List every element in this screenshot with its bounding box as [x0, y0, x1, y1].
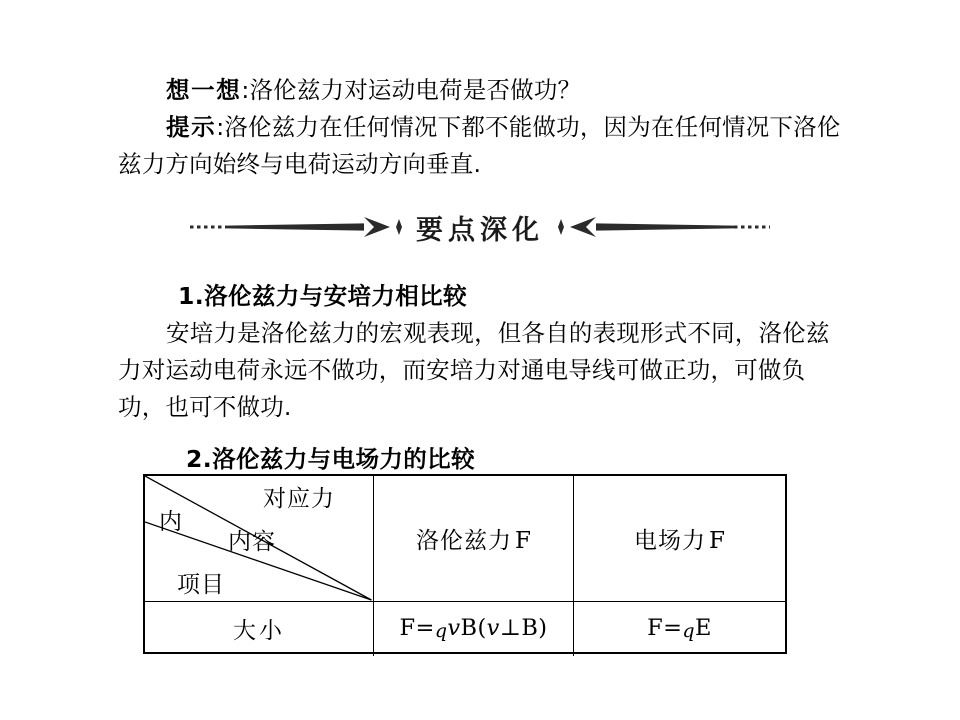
table-corner-cell	[145, 476, 374, 601]
corner-label-bottom: 项目	[177, 572, 225, 598]
question-lead-label: 想一想	[166, 76, 242, 104]
table-cell-lorentz-formula	[374, 602, 574, 656]
section-header	[0, 200, 960, 254]
point-1-body-text: 安培力是洛伦兹力的宏观表现，但各自的表现形式不同，洛伦兹力对运动电荷永远不做功，而安培力对通电导线可做正功，可做负功，也可不做功.	[118, 319, 830, 421]
corner-label-middle: 内容	[228, 529, 276, 555]
lorentz-formula-perp-icon: ⊥	[499, 615, 522, 642]
question-separator: :	[241, 76, 250, 104]
table-header-row	[145, 476, 785, 601]
point-1-body	[118, 315, 844, 426]
electric-formula-e: E	[695, 615, 712, 642]
point-1-heading: 1.洛伦兹力与安培力相比较	[178, 282, 467, 310]
lorentz-formula-b-close: B)	[521, 615, 548, 642]
question-text: 洛伦兹力对运动电荷是否做功？	[249, 76, 582, 104]
corner-label-side: 内	[159, 509, 183, 535]
column-header-electric-symbol: F	[709, 528, 725, 554]
column-header-lorentz-symbol: F	[515, 528, 531, 554]
lorentz-force-formula	[400, 615, 548, 642]
left-decoration-rule-icon	[188, 213, 406, 241]
right-decoration-rule-icon	[554, 213, 772, 241]
column-header-electric-text	[634, 522, 725, 555]
lorentz-formula-v: v	[447, 615, 461, 642]
point-2-heading: 2.洛伦兹力与电场力的比较	[186, 445, 475, 473]
lorentz-formula-lhs: F=	[399, 615, 435, 642]
row-label-magnitude: 大小	[233, 618, 285, 645]
table-column-header-lorentz	[374, 476, 574, 601]
table-column-header-electric	[574, 476, 785, 601]
answer-separator: :	[216, 113, 225, 141]
table-cell-electric-formula	[574, 602, 785, 656]
question-line	[118, 72, 842, 109]
section-title: 要点深化	[416, 214, 544, 246]
answer-text: 洛伦兹力在任何情况下都不能做功，因为在任何情况下洛伦兹力方向始终与电荷运动方向垂直.	[118, 113, 841, 178]
answer-lead-label: 提示	[166, 113, 217, 141]
table-row-label-cell	[145, 602, 374, 656]
table-row	[145, 601, 785, 656]
lorentz-formula-b-open: B(	[460, 615, 487, 642]
electric-formula-lhs: F=	[647, 615, 683, 642]
question-answer-block	[118, 72, 842, 183]
electric-formula-q: q	[682, 620, 695, 643]
comparison-table	[143, 474, 787, 654]
lorentz-formula-q: q	[434, 620, 448, 643]
lorentz-formula-v2: v	[486, 615, 500, 642]
column-header-electric-name: 电场力	[634, 528, 707, 554]
column-header-lorentz-name: 洛伦兹力	[416, 528, 513, 554]
column-header-lorentz-text	[416, 522, 531, 555]
answer-line	[118, 109, 842, 183]
corner-label-top: 对应力	[263, 486, 335, 512]
electric-force-formula	[647, 615, 712, 642]
